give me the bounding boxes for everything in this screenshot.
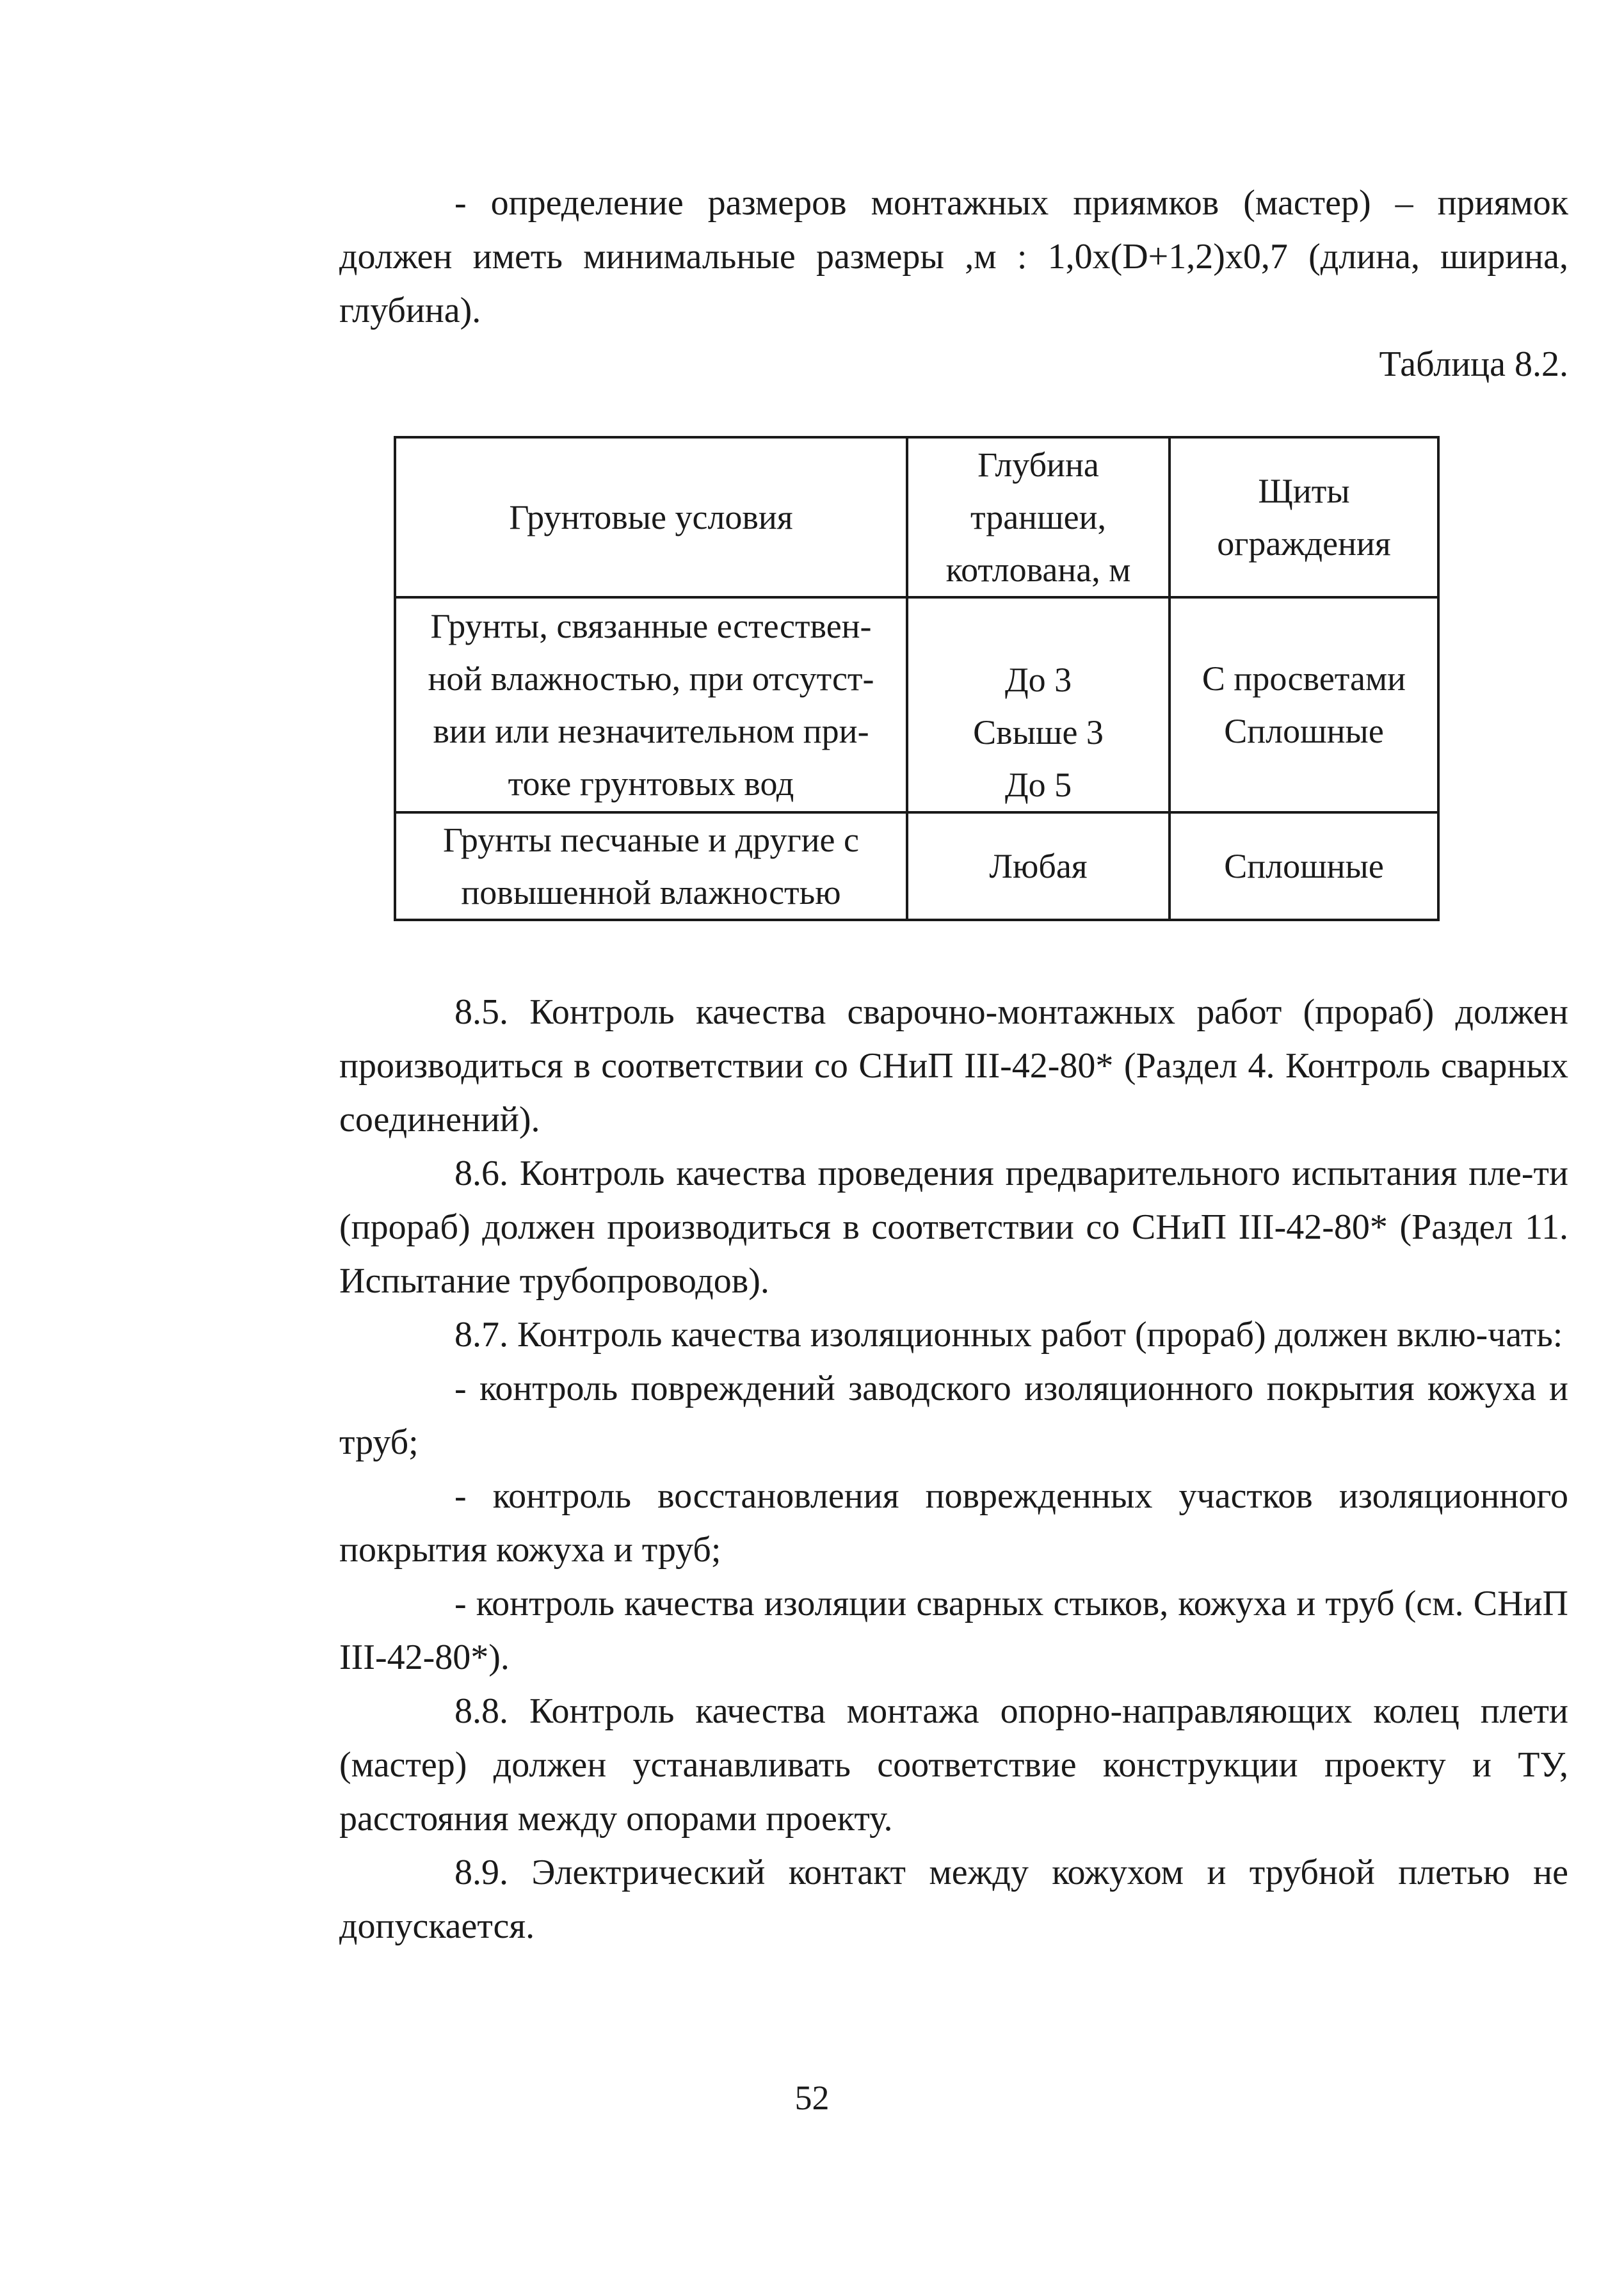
spacer	[339, 921, 1568, 985]
table-row	[395, 597, 1438, 812]
list-item-coating-repair: - контроль восстановления поврежденных участков изоляционного покрытия кожуха и труб;	[339, 1476, 1568, 1570]
table-cell-shields	[1170, 812, 1438, 920]
paragraph-8-9: 8.9. Электрический контакт между кожухом и трубной плетью не допускается.	[339, 1853, 1568, 1946]
list-item-weld-insulation: - контроль качества изоляции сварных стыков, кожуха и труб (см. СНиП III-42-80*).	[339, 1584, 1568, 1677]
paragraph-8-8: 8.8. Контроль качества монтажа опорно-направляющих колец плети (мастер) должен устанавливать соответствие конструкции проекту и ТУ, расстояния между опорами проекту.	[339, 1691, 1568, 1839]
table-caption: Таблица 8.2.	[1379, 344, 1568, 384]
table-cell-condition: Грунты песчаные и другие с повышенной влажностью	[395, 812, 907, 920]
table-cell-depth	[907, 597, 1170, 812]
paragraph-8-6: 8.6. Контроль качества проведения предварительного испытания пле-ти (прораб) должен производиться в соответствии со СНиП III-42-80* (Раздел 11. Испытание трубопроводов).	[339, 1154, 1568, 1301]
shield-value: Сплошные	[1224, 847, 1384, 885]
table-cell-shields	[1170, 597, 1438, 812]
soil-conditions-table	[394, 436, 1440, 921]
list-item-factory-coating: - контроль повреждений заводского изоляционного покрытия кожуха и труб;	[339, 1369, 1568, 1462]
document-page	[339, 176, 1568, 1953]
table-header-cell: Глубина траншеи, котлована, м	[907, 437, 1170, 597]
table-row	[395, 812, 1438, 920]
shield-value: Сплошные	[1224, 712, 1384, 750]
table-header-cell: Щиты ограждения	[1170, 437, 1438, 597]
depth-value: Свыше 3	[973, 713, 1104, 752]
shield-value: С просветами	[1202, 659, 1406, 698]
table-cell-depth	[907, 812, 1170, 920]
table-cell-condition: Грунты, связанные естествен-ной влажностью, при отсутст-вии или незначительном при-токе грунтовых вод	[395, 597, 907, 812]
intro-paragraph: - определение размеров монтажных приямков (мастер) – приямок должен иметь минимальные размеры ,м : 1,0x(D+1,2)x0,7 (длина, ширина, глубина).	[339, 183, 1568, 330]
depth-value: До 3	[1004, 661, 1072, 699]
depth-value: Любая	[989, 847, 1088, 885]
table-header-row	[395, 437, 1438, 597]
depth-value: До 5	[1004, 766, 1072, 804]
paragraph-8-7: 8.7. Контроль качества изоляционных работ (прораб) должен вклю-чать:	[454, 1315, 1563, 1355]
table-header-cell: Грунтовые условия	[395, 437, 907, 597]
page-number: 52	[794, 2079, 830, 2117]
paragraph-8-5: 8.5. Контроль качества сварочно-монтажных работ (прораб) должен производиться в соответствии со СНиП III-42-80* (Раздел 4. Контроль сварных соединений).	[339, 992, 1568, 1139]
